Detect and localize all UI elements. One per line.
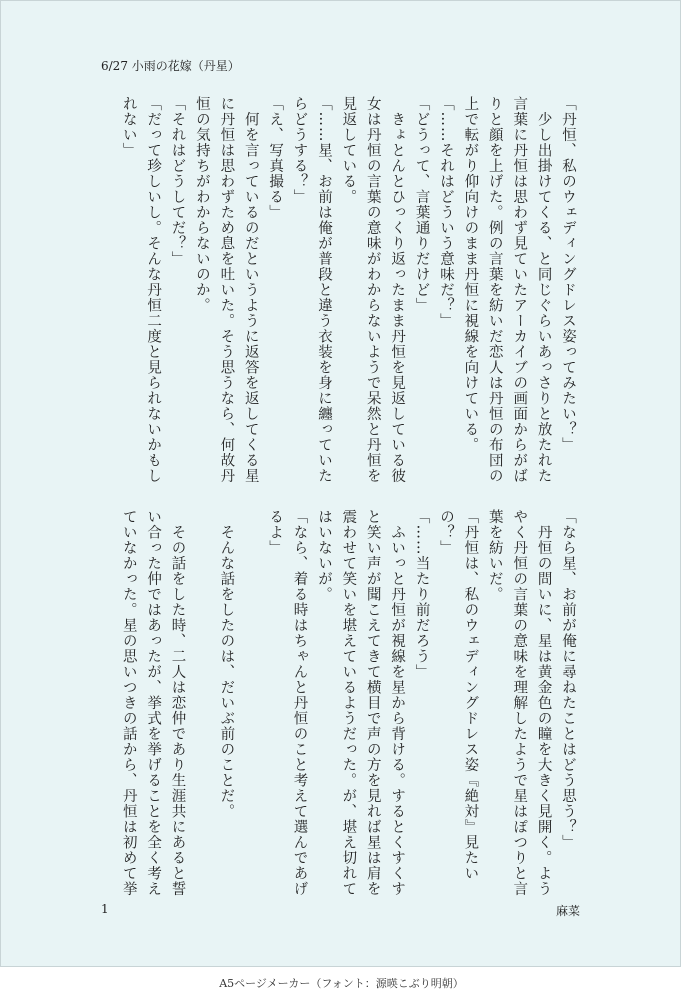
text-line: きょとんとひっくり返ったまま丹恒を見返している彼 <box>389 96 406 484</box>
text-line: 「丹恒は、私のウェディングドレス姿『絶対』見たい <box>462 509 479 881</box>
text-line: の？」 <box>437 509 454 556</box>
text-line: ていなかった。星の思いつきの話から、丹恒は初めて挙 <box>120 509 137 897</box>
text-line: 何を言っているのだというように返答を返してくる星 <box>242 96 259 484</box>
text-line: りと顔を上げた。例の言葉を紡いだ恋人は丹恒の布団の <box>486 96 503 484</box>
text-line: やく丹恒の言葉の意味を理解したようで星はぽつりと言 <box>511 509 528 897</box>
text-line: 葉を紡いだ。 <box>486 509 503 602</box>
author-name: 麻菜 <box>555 904 580 918</box>
page-title: 6/27 小雨の花嫁（丹星） <box>101 59 240 73</box>
text-line: と笑い声が聞こえてきて横目で声の方を見れば星は肩を <box>364 509 381 897</box>
text-line: 上で転がり仰向けのまま丹恒に視線を向けている。 <box>462 96 479 453</box>
text-line: 女は丹恒の言葉の意味がわからないようで呆然と丹恒を <box>364 96 381 484</box>
text-line: 「……星、お前は俺が普段と違う衣装を身に纏っていた <box>315 96 332 484</box>
text-line: 「なら星、お前が俺に尋ねたことはどう思う？」 <box>560 509 576 850</box>
text-line: らどうする？」 <box>291 96 308 205</box>
text-line: 「丹恒、私のウェディングドレス姿ってみたい？」 <box>560 96 576 453</box>
text-line: 「……当たり前だろう」 <box>413 509 430 680</box>
text-line: 言葉に丹恒は思わず見ていたアーカイブの画面からがば <box>511 96 528 484</box>
text-line: ふいっと丹恒が視線を星から背ける。するとくすくす <box>389 509 406 897</box>
text-line: い合った仲ではあったが、挙式を挙げることを全く考え <box>145 509 162 897</box>
text-column-top <box>116 96 580 484</box>
blank-line <box>190 509 214 894</box>
text-line: 「……それはどういう意味だ？」 <box>437 96 454 329</box>
text-line: 見返している。 <box>340 96 357 205</box>
text-line: 恒の気持ちがわからないのか。 <box>193 96 210 313</box>
text-line: そんな話をしたのは、だいぶ前のことだ。 <box>218 509 235 819</box>
text-line: 震わせて笑いを堪えているようだった。が、堪え切れて <box>340 509 357 897</box>
text-line: その話をした時、二人は恋仲であり生涯共にあると誓 <box>169 509 186 897</box>
text-line: 「だって珍しいし。そんな丹恒二度と見られないかもし <box>145 96 162 484</box>
text-line: に丹恒は思わずため息を吐いた。そう思うなら、何故丹 <box>218 96 235 484</box>
text-line: 丹恒の問いに、星は黄金色の瞳を大きく見開く。よう <box>535 509 552 897</box>
blank-line <box>238 509 262 894</box>
text-column-bottom <box>116 509 580 897</box>
text-line: はいないが。 <box>315 509 332 602</box>
footer-credit: A5ページメーカー（フォント：源暎こぶり明朝） <box>219 977 464 990</box>
page-number: 1 <box>101 902 109 916</box>
text-line: 「それはどうしてだ？」 <box>169 96 186 267</box>
text-line: 少し出掛けてくる、と同じぐらいあっさりと放たれた <box>535 96 552 484</box>
text-line: れない」 <box>120 96 137 158</box>
text-line: 「どうって、言葉通りだけど」 <box>413 96 430 313</box>
text-line: るよ」 <box>267 509 284 556</box>
text-line: 「え、写真撮る」 <box>267 96 284 220</box>
text-line: 「なら、着る時はちゃんと丹恒のこと考えて選んであげ <box>291 509 308 897</box>
